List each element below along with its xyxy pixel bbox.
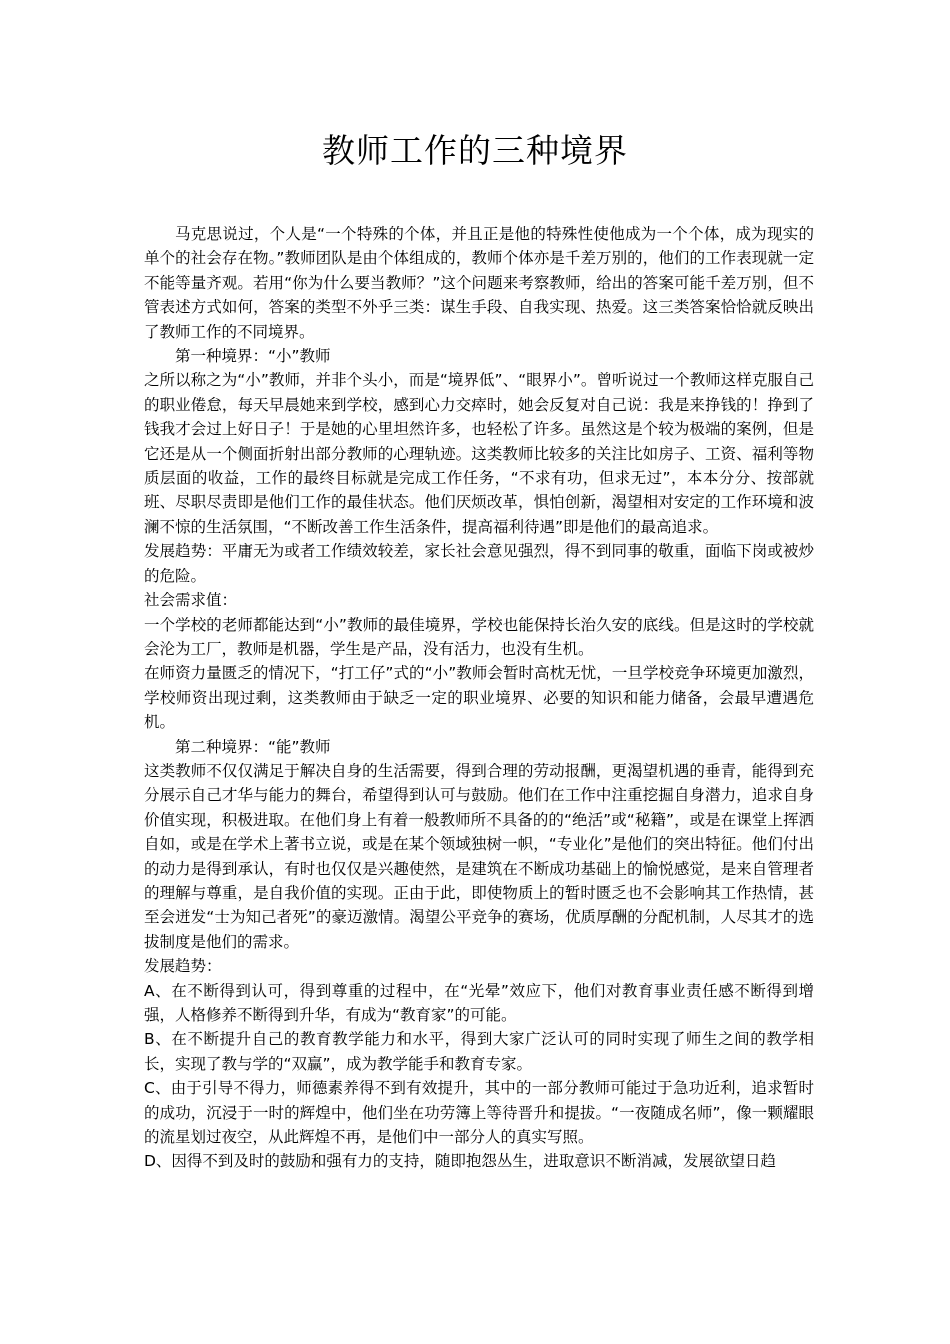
document-body xyxy=(144,222,814,1174)
paragraph: A、在不断得到认可，得到尊重的过程中，在“光晕”效应下，他们对教育事业责任感不断得到增强，人格修养不断得到升华，有成为“教育家”的可能。 xyxy=(144,981,814,1024)
paragraph: 在师资力量匮乏的情况下，“打工仔”式的“小”教师会暂时高枕无忧，一旦学校竞争环境更加激烈，学校师资出现过剩，这类教师由于缺乏一定的职业境界、必要的知识和能力储备，会最早遭遇危机。 xyxy=(144,664,814,732)
paragraph: 第一种境界：“小”教师 xyxy=(175,347,331,366)
paragraph: D、因得不到及时的鼓励和强有力的支持，随即抱怨丛生，进取意识不断消减，发展欲望日趋 xyxy=(144,1152,776,1171)
paragraph: 发展趋势： xyxy=(144,957,222,976)
paragraph: C、由于引导不得力，师德素养得不到有效提升，其中的一部分教师可能过于急功近利，追求暂时的成功，沉浸于一时的辉煌中，他们坐在功劳簿上等待晋升和提拔。“一夜随成名师”，像一颗耀眼的流星划过夜空，从此辉煌不再，是他们中一部分人的真实写照。 xyxy=(144,1079,814,1147)
paragraph: 这类教师不仅仅满足于解决自身的生活需要，得到合理的劳动报酬，更渴望机遇的垂青，能得到充分展示自己才华与能力的舞台，希望得到认可与鼓励。他们在工作中注重挖掘自身潜力，追求自身价值实现，积极进取。在他们身上有着一般教师所不具备的的“绝活”或“秘籍”，或是在课堂上挥洒自如，或是在学术上著书立说，或是在某个领域独树一帜，“专业化”是他们的突出特征。他们付出的动力是得到承认，有时也仅仅是兴趣使然，是建筑在不断成功基础上的愉悦感觉，是来自管理者的理解与尊重，是自我价值的实现。正由于此，即使物质上的暂时匮乏也不会影响其工作热情，甚至会迸发“士为知己者死”的豪迈激情。渴望公平竞争的赛场，优质厚酬的分配机制，人尽其才的选拔制度是他们的需求。 xyxy=(144,761,814,951)
paragraph: 一个学校的老师都能达到“小”教师的最佳境界，学校也能保持长治久安的底线。但是这时的学校就会沦为工厂，教师是机器，学生是产品，没有活力，也没有生机。 xyxy=(144,615,814,658)
paragraph: 第二种境界：“能”教师 xyxy=(175,737,331,756)
paragraph: 社会需求值： xyxy=(144,591,238,610)
paragraph: 马克思说过，个人是“一个特殊的个体，并且正是他的特殊性使他成为一个个体，成为现实的单个的社会存在物。”教师团队是由个体组成的，教师个体亦是千差万别的，他们的工作表现就一定不能等量齐观。若用“你为什么要当教师？”这个问题来考察教师，给出的答案可能千差万别，但不管表述方式如何，答案的类型不外乎三类：谋生手段、自我实现、热爱。这三类答案恰恰就反映出了教师工作的不同境界。 xyxy=(144,225,814,341)
document-title: 教师工作的三种境界 xyxy=(322,131,628,170)
paragraph: 之所以称之为“小”教师，并非个头小，而是“境界低”、“眼界小”。曾听说过一个教师这样克服自己的职业倦怠，每天早晨她来到学校，感到心力交瘁时，她会反复对自己说：我是来挣钱的！挣到了钱我才会过上好日子！于是她的心里坦然许多，也轻松了许多。虽然这是个较为极端的案例，但是它还是从一个侧面折射出部分教师的心理轨迹。这类教师比较多的关注比如房子、工资、福利等物质层面的收益，工作的最终目标就是完成工作任务，“不求有功，但求无过”，本本分分、按部就班、尽职尽责即是他们工作的最佳状态。他们厌烦改革，惧怕创新，渴望相对安定的工作环境和波澜不惊的生活氛围，“不断改善工作生活条件，提高福利待遇”即是他们的最高追求。 xyxy=(144,371,814,536)
paragraph: B、在不断提升自己的教育教学能力和水平，得到大家广泛认可的同时实现了师生之间的教学相长，实现了教与学的“双赢”，成为教学能手和教育专家。 xyxy=(144,1030,814,1073)
paragraph: 发展趋势：平庸无为或者工作绩效较差，家长社会意见强烈，得不到同事的敬重，面临下岗或被炒的危险。 xyxy=(144,542,814,585)
